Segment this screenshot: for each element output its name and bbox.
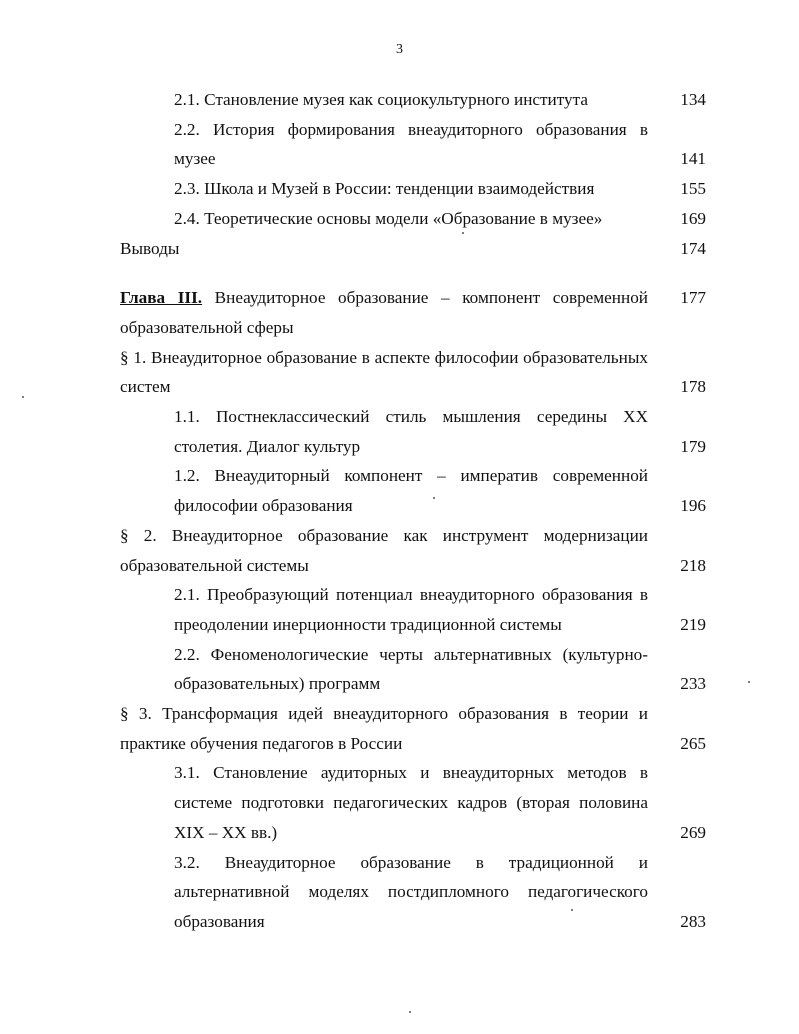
toc-entry-page: 174: [680, 238, 706, 258]
toc-entry-page: 134: [680, 90, 706, 109]
toc-chapter-title: [120, 283, 648, 342]
toc-entry-page: 265: [680, 733, 706, 753]
toc-entry: [120, 115, 706, 174]
toc-entry-page: 218: [680, 555, 706, 575]
toc-entry-page: 141: [680, 149, 706, 169]
toc-entry-page: 155: [680, 179, 706, 199]
toc-entry-title: 3.1. Становление аудиторных и внеаудиторных методов в системе подготовки педагогических кадров (вторая половина XIX – XX вв.): [174, 763, 648, 842]
toc-entry-title: Выводы: [120, 238, 180, 258]
toc-entry-title: 3.2. Внеаудиторное образование в традиционной и альтернативной моделях постдипломного педагогического образования: [174, 852, 648, 931]
toc-entry-page: 196: [680, 496, 706, 516]
toc-entry-title: 2.1. Становление музея как социокультурного института: [174, 90, 588, 109]
toc-entry-title: 2.2. История формирования внеаудиторного образования в музее: [174, 119, 648, 169]
toc-entry: [120, 174, 706, 204]
toc-entry: [120, 640, 706, 699]
toc-entry: [120, 343, 706, 402]
toc-entry: [120, 402, 706, 461]
toc-entry-title: 2.2. Феноменологические черты альтернативных (культурно-образовательных) программ: [174, 644, 648, 694]
scan-speck: [409, 1011, 411, 1013]
toc-entry: [120, 580, 706, 639]
toc-entry-title: 2.4. Теоретические основы модели «Образование в музее»: [174, 208, 603, 228]
toc-entry-title: 1.1. Постнеклассический стиль мышления середины XX столетия. Диалог культур: [174, 407, 648, 456]
toc-entry: [120, 234, 706, 264]
page-number: 3: [396, 42, 403, 57]
scan-speck: [462, 232, 464, 234]
chapter-title-text: Внеаудиторное образование – компонент современной образовательной сферы: [120, 288, 648, 337]
scan-speck: [571, 909, 573, 911]
toc-entry-title: 2.3. Школа и Музей в России: тенденции взаимодействия: [174, 179, 595, 199]
scan-speck: [433, 497, 435, 499]
toc-entry-page: 233: [680, 674, 706, 694]
scan-speck: [22, 396, 24, 398]
toc-entry-page: 169: [680, 208, 706, 228]
toc-entry: [120, 461, 706, 520]
toc-entry: [120, 758, 706, 847]
toc-entry-title: § 3. Трансформация идей внеаудиторного образования в теории и практике обучения педагогов в России: [120, 704, 648, 753]
toc-entry-page: 179: [680, 436, 706, 456]
chapter-label: Глава III.: [120, 288, 203, 308]
toc-entry-title: 2.1. Преобразующий потенциал внеаудиторного образования в преодолении инерционности традиционной системы: [174, 585, 648, 634]
toc-entry: [120, 204, 706, 234]
toc-entry-page: 219: [680, 614, 706, 634]
toc-entry-page: 269: [680, 822, 706, 842]
toc-entry-page: 177: [680, 288, 706, 308]
toc-entry-page: 178: [680, 377, 706, 397]
toc-entry: [120, 85, 706, 115]
toc-chapter-entry: [120, 283, 706, 342]
toc-entry: [120, 521, 706, 580]
toc-entry-title: 1.2. Внеаудиторный компонент – императив современной философии образования: [174, 466, 648, 516]
table-of-contents: [120, 85, 706, 937]
toc-entry: [120, 848, 706, 937]
scan-speck: [748, 681, 750, 683]
toc-entry-title: § 2. Внеаудиторное образование как инструмент модернизации образовательной системы: [120, 525, 648, 575]
toc-entry-title: § 1. Внеаудиторное образование в аспекте философии образовательных систем: [120, 347, 648, 397]
toc-entry: [120, 699, 706, 758]
toc-entry-page: 283: [680, 911, 706, 931]
